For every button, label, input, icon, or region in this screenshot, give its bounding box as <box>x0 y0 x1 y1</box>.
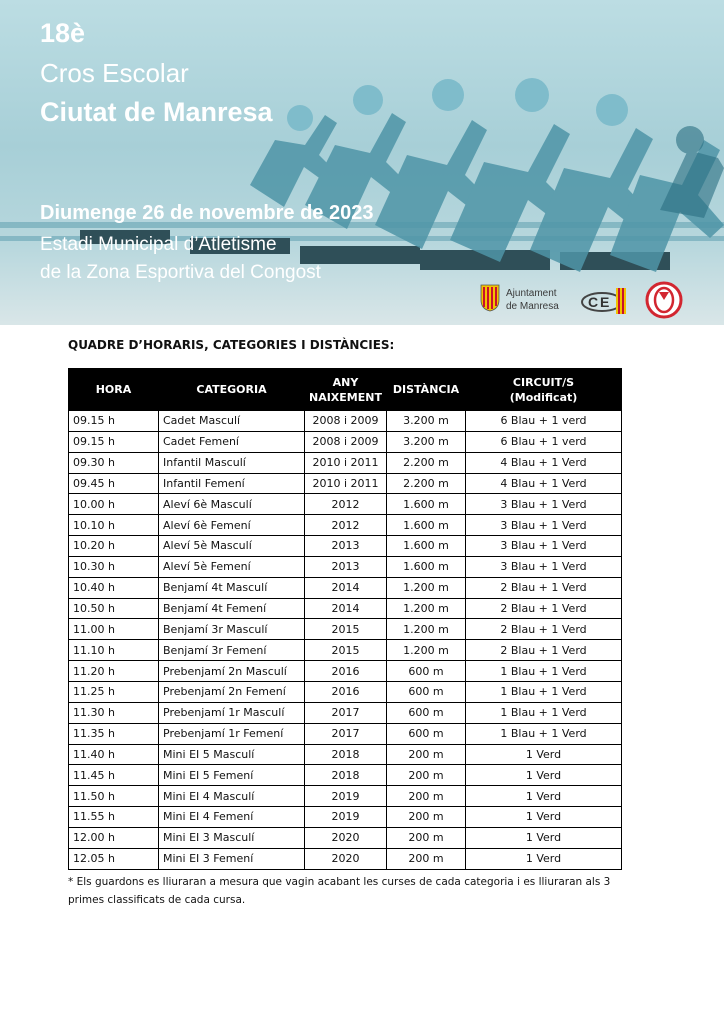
cell-categoria: Aleví 5è Femení <box>159 556 305 577</box>
table-row <box>69 807 622 828</box>
table-header-row <box>69 369 622 411</box>
cell-any-naixement: 2015 <box>305 619 387 640</box>
cell-distancia: 600 m <box>387 681 466 702</box>
cell-circuit: 2 Blau + 1 Verd <box>466 619 622 640</box>
cell-circuit: 1 Verd <box>466 807 622 828</box>
table-row <box>69 723 622 744</box>
cell-hora: 11.45 h <box>69 765 159 786</box>
cell-distancia: 2.200 m <box>387 473 466 494</box>
table-row <box>69 619 622 640</box>
hero-banner <box>0 0 724 325</box>
cell-any-naixement: 2018 <box>305 765 387 786</box>
cell-hora: 10.20 h <box>69 536 159 557</box>
cell-categoria: Infantil Femení <box>159 473 305 494</box>
cell-any-naixement: 2008 i 2009 <box>305 431 387 452</box>
cell-hora: 11.50 h <box>69 786 159 807</box>
schedule-table <box>68 368 622 870</box>
svg-text:C: C <box>588 294 599 310</box>
cell-any-naixement: 2019 <box>305 807 387 828</box>
cell-any-naixement: 2014 <box>305 577 387 598</box>
cell-hora: 11.40 h <box>69 744 159 765</box>
cell-categoria: Benjamí 3r Masculí <box>159 619 305 640</box>
cell-hora: 11.30 h <box>69 702 159 723</box>
cell-circuit: 1 Blau + 1 Verd <box>466 723 622 744</box>
cell-hora: 12.00 h <box>69 827 159 848</box>
ajuntament-label-2: de Manresa <box>506 301 559 312</box>
header-distancia: DISTÀNCIA <box>387 369 466 411</box>
cell-distancia: 1.600 m <box>387 515 466 536</box>
cell-circuit: 2 Blau + 1 Verd <box>466 640 622 661</box>
ceb-emblem-icon <box>578 276 630 324</box>
schedule-table-body <box>69 411 622 870</box>
table-row <box>69 494 622 515</box>
cell-any-naixement: 2017 <box>305 702 387 723</box>
cell-categoria: Benjamí 4t Masculí <box>159 577 305 598</box>
cell-hora: 11.35 h <box>69 723 159 744</box>
cell-hora: 11.10 h <box>69 640 159 661</box>
cell-any-naixement: 2019 <box>305 786 387 807</box>
header-any-naixement <box>305 369 387 411</box>
table-row <box>69 577 622 598</box>
table-row <box>69 515 622 536</box>
cell-circuit: 3 Blau + 1 Verd <box>466 494 622 515</box>
table-row <box>69 848 622 869</box>
cell-any-naixement: 2017 <box>305 723 387 744</box>
cell-any-naixement: 2012 <box>305 515 387 536</box>
cell-categoria: Prebenjamí 2n Femení <box>159 681 305 702</box>
cell-circuit: 3 Blau + 1 Verd <box>466 556 622 577</box>
cell-distancia: 1.600 m <box>387 494 466 515</box>
cell-categoria: Prebenjamí 2n Masculí <box>159 661 305 682</box>
venue-line-1: Estadi Municipal d’Atletisme <box>40 234 277 255</box>
event-date: Diumenge 26 de novembre de 2023 <box>40 202 374 224</box>
cell-categoria: Mini EI 5 Femení <box>159 765 305 786</box>
cell-any-naixement: 2016 <box>305 681 387 702</box>
cell-any-naixement: 2010 i 2011 <box>305 452 387 473</box>
table-row <box>69 786 622 807</box>
edition-number: 18è <box>40 18 86 48</box>
cell-hora: 11.20 h <box>69 661 159 682</box>
cell-circuit: 4 Blau + 1 Verd <box>466 473 622 494</box>
cell-hora: 11.55 h <box>69 807 159 828</box>
table-row <box>69 411 622 432</box>
cell-distancia: 200 m <box>387 807 466 828</box>
table-row <box>69 473 622 494</box>
cell-categoria: Infantil Masculí <box>159 452 305 473</box>
cell-categoria: Prebenjamí 1r Masculí <box>159 702 305 723</box>
event-city: Ciutat de Manresa <box>40 97 273 127</box>
cell-circuit: 2 Blau + 1 Verd <box>466 598 622 619</box>
header-categoria: CATEGORIA <box>159 369 305 411</box>
header-hora: HORA <box>69 369 159 411</box>
cell-any-naixement: 2008 i 2009 <box>305 411 387 432</box>
cell-circuit: 2 Blau + 1 Verd <box>466 577 622 598</box>
cell-distancia: 600 m <box>387 723 466 744</box>
cell-categoria: Prebenjamí 1r Femení <box>159 723 305 744</box>
cell-circuit: 1 Verd <box>466 786 622 807</box>
ajuntament-label-1: Ajuntament <box>506 288 557 299</box>
cell-any-naixement: 2015 <box>305 640 387 661</box>
cell-distancia: 1.200 m <box>387 598 466 619</box>
cell-circuit: 3 Blau + 1 Verd <box>466 515 622 536</box>
athletics-emblem-icon <box>644 276 684 324</box>
cell-categoria: Cadet Masculí <box>159 411 305 432</box>
cell-hora: 11.00 h <box>69 619 159 640</box>
cell-distancia: 1.200 m <box>387 619 466 640</box>
cell-hora: 09.15 h <box>69 411 159 432</box>
cell-hora: 09.45 h <box>69 473 159 494</box>
cell-categoria: Aleví 5è Masculí <box>159 536 305 557</box>
header-any-line1: ANY <box>332 375 359 389</box>
table-row <box>69 536 622 557</box>
table-row <box>69 452 622 473</box>
cell-circuit: 1 Blau + 1 Verd <box>466 681 622 702</box>
table-row <box>69 702 622 723</box>
cell-circuit: 1 Verd <box>466 744 622 765</box>
footnote: * Els guardons es lliuraran a mesura que vagin acabant les curses de cada categoria i es lliuraran als 3 primes classificats de cada cursa. <box>68 876 611 906</box>
cell-hora: 10.50 h <box>69 598 159 619</box>
cell-distancia: 1.200 m <box>387 640 466 661</box>
cell-distancia: 1.600 m <box>387 556 466 577</box>
ajuntament-manresa-logo <box>478 276 568 324</box>
cell-circuit: 3 Blau + 1 Verd <box>466 536 622 557</box>
svg-text:E: E <box>600 294 610 310</box>
cell-hora: 10.30 h <box>69 556 159 577</box>
cell-distancia: 3.200 m <box>387 411 466 432</box>
section-title: QUADRE D’HORARIS, CATEGORIES I DISTÀNCIES: <box>68 338 395 352</box>
cell-any-naixement: 2013 <box>305 536 387 557</box>
cell-distancia: 200 m <box>387 765 466 786</box>
city-shield-icon <box>480 284 500 312</box>
event-name: Cros Escolar <box>40 58 189 88</box>
header-circuit-line1: CIRCUIT/S <box>512 375 575 389</box>
cell-categoria: Mini EI 3 Femení <box>159 848 305 869</box>
cell-hora: 09.15 h <box>69 431 159 452</box>
cell-categoria: Mini EI 3 Masculí <box>159 827 305 848</box>
cell-any-naixement: 2020 <box>305 848 387 869</box>
cell-circuit: 6 Blau + 1 verd <box>466 411 622 432</box>
cell-any-naixement: 2010 i 2011 <box>305 473 387 494</box>
cell-any-naixement: 2018 <box>305 744 387 765</box>
table-row <box>69 640 622 661</box>
athletics-club-logo <box>644 276 684 324</box>
school-sports-council-logo <box>578 276 630 324</box>
table-row <box>69 661 622 682</box>
table-row <box>69 744 622 765</box>
cell-hora: 11.25 h <box>69 681 159 702</box>
cell-categoria: Cadet Femení <box>159 431 305 452</box>
header-circuit-line2: (Modificat) <box>509 390 578 404</box>
cell-any-naixement: 2016 <box>305 661 387 682</box>
cell-distancia: 200 m <box>387 848 466 869</box>
cell-circuit: 1 Verd <box>466 848 622 869</box>
table-row <box>69 431 622 452</box>
cell-categoria: Mini EI 4 Femení <box>159 807 305 828</box>
cell-categoria: Aleví 6è Femení <box>159 515 305 536</box>
table-row <box>69 598 622 619</box>
table-row <box>69 681 622 702</box>
cell-distancia: 1.600 m <box>387 536 466 557</box>
cell-circuit: 1 Verd <box>466 765 622 786</box>
cell-hora: 12.05 h <box>69 848 159 869</box>
cell-categoria: Mini EI 4 Masculí <box>159 786 305 807</box>
cell-categoria: Benjamí 4t Femení <box>159 598 305 619</box>
cell-any-naixement: 2014 <box>305 598 387 619</box>
table-row <box>69 765 622 786</box>
cell-circuit: 1 Verd <box>466 827 622 848</box>
cell-hora: 10.00 h <box>69 494 159 515</box>
cell-circuit: 1 Blau + 1 Verd <box>466 702 622 723</box>
cell-distancia: 3.200 m <box>387 431 466 452</box>
cell-distancia: 200 m <box>387 744 466 765</box>
cell-categoria: Benjamí 3r Femení <box>159 640 305 661</box>
table-row <box>69 556 622 577</box>
cell-categoria: Aleví 6è Masculí <box>159 494 305 515</box>
cell-hora: 09.30 h <box>69 452 159 473</box>
cell-hora: 10.40 h <box>69 577 159 598</box>
cell-any-naixement: 2012 <box>305 494 387 515</box>
cell-categoria: Mini EI 5 Masculí <box>159 744 305 765</box>
venue-line-2: de la Zona Esportiva del Congost <box>40 262 321 283</box>
cell-circuit: 1 Blau + 1 Verd <box>466 661 622 682</box>
cell-circuit: 6 Blau + 1 verd <box>466 431 622 452</box>
cell-distancia: 2.200 m <box>387 452 466 473</box>
cell-distancia: 600 m <box>387 661 466 682</box>
cell-hora: 10.10 h <box>69 515 159 536</box>
header-circuit <box>466 369 622 411</box>
cell-circuit: 4 Blau + 1 Verd <box>466 452 622 473</box>
cell-distancia: 600 m <box>387 702 466 723</box>
header-any-line2: NAIXEMENT <box>309 390 382 404</box>
table-row <box>69 827 622 848</box>
cell-distancia: 1.200 m <box>387 577 466 598</box>
cell-any-naixement: 2013 <box>305 556 387 577</box>
cell-distancia: 200 m <box>387 786 466 807</box>
cell-distancia: 200 m <box>387 827 466 848</box>
cell-any-naixement: 2020 <box>305 827 387 848</box>
